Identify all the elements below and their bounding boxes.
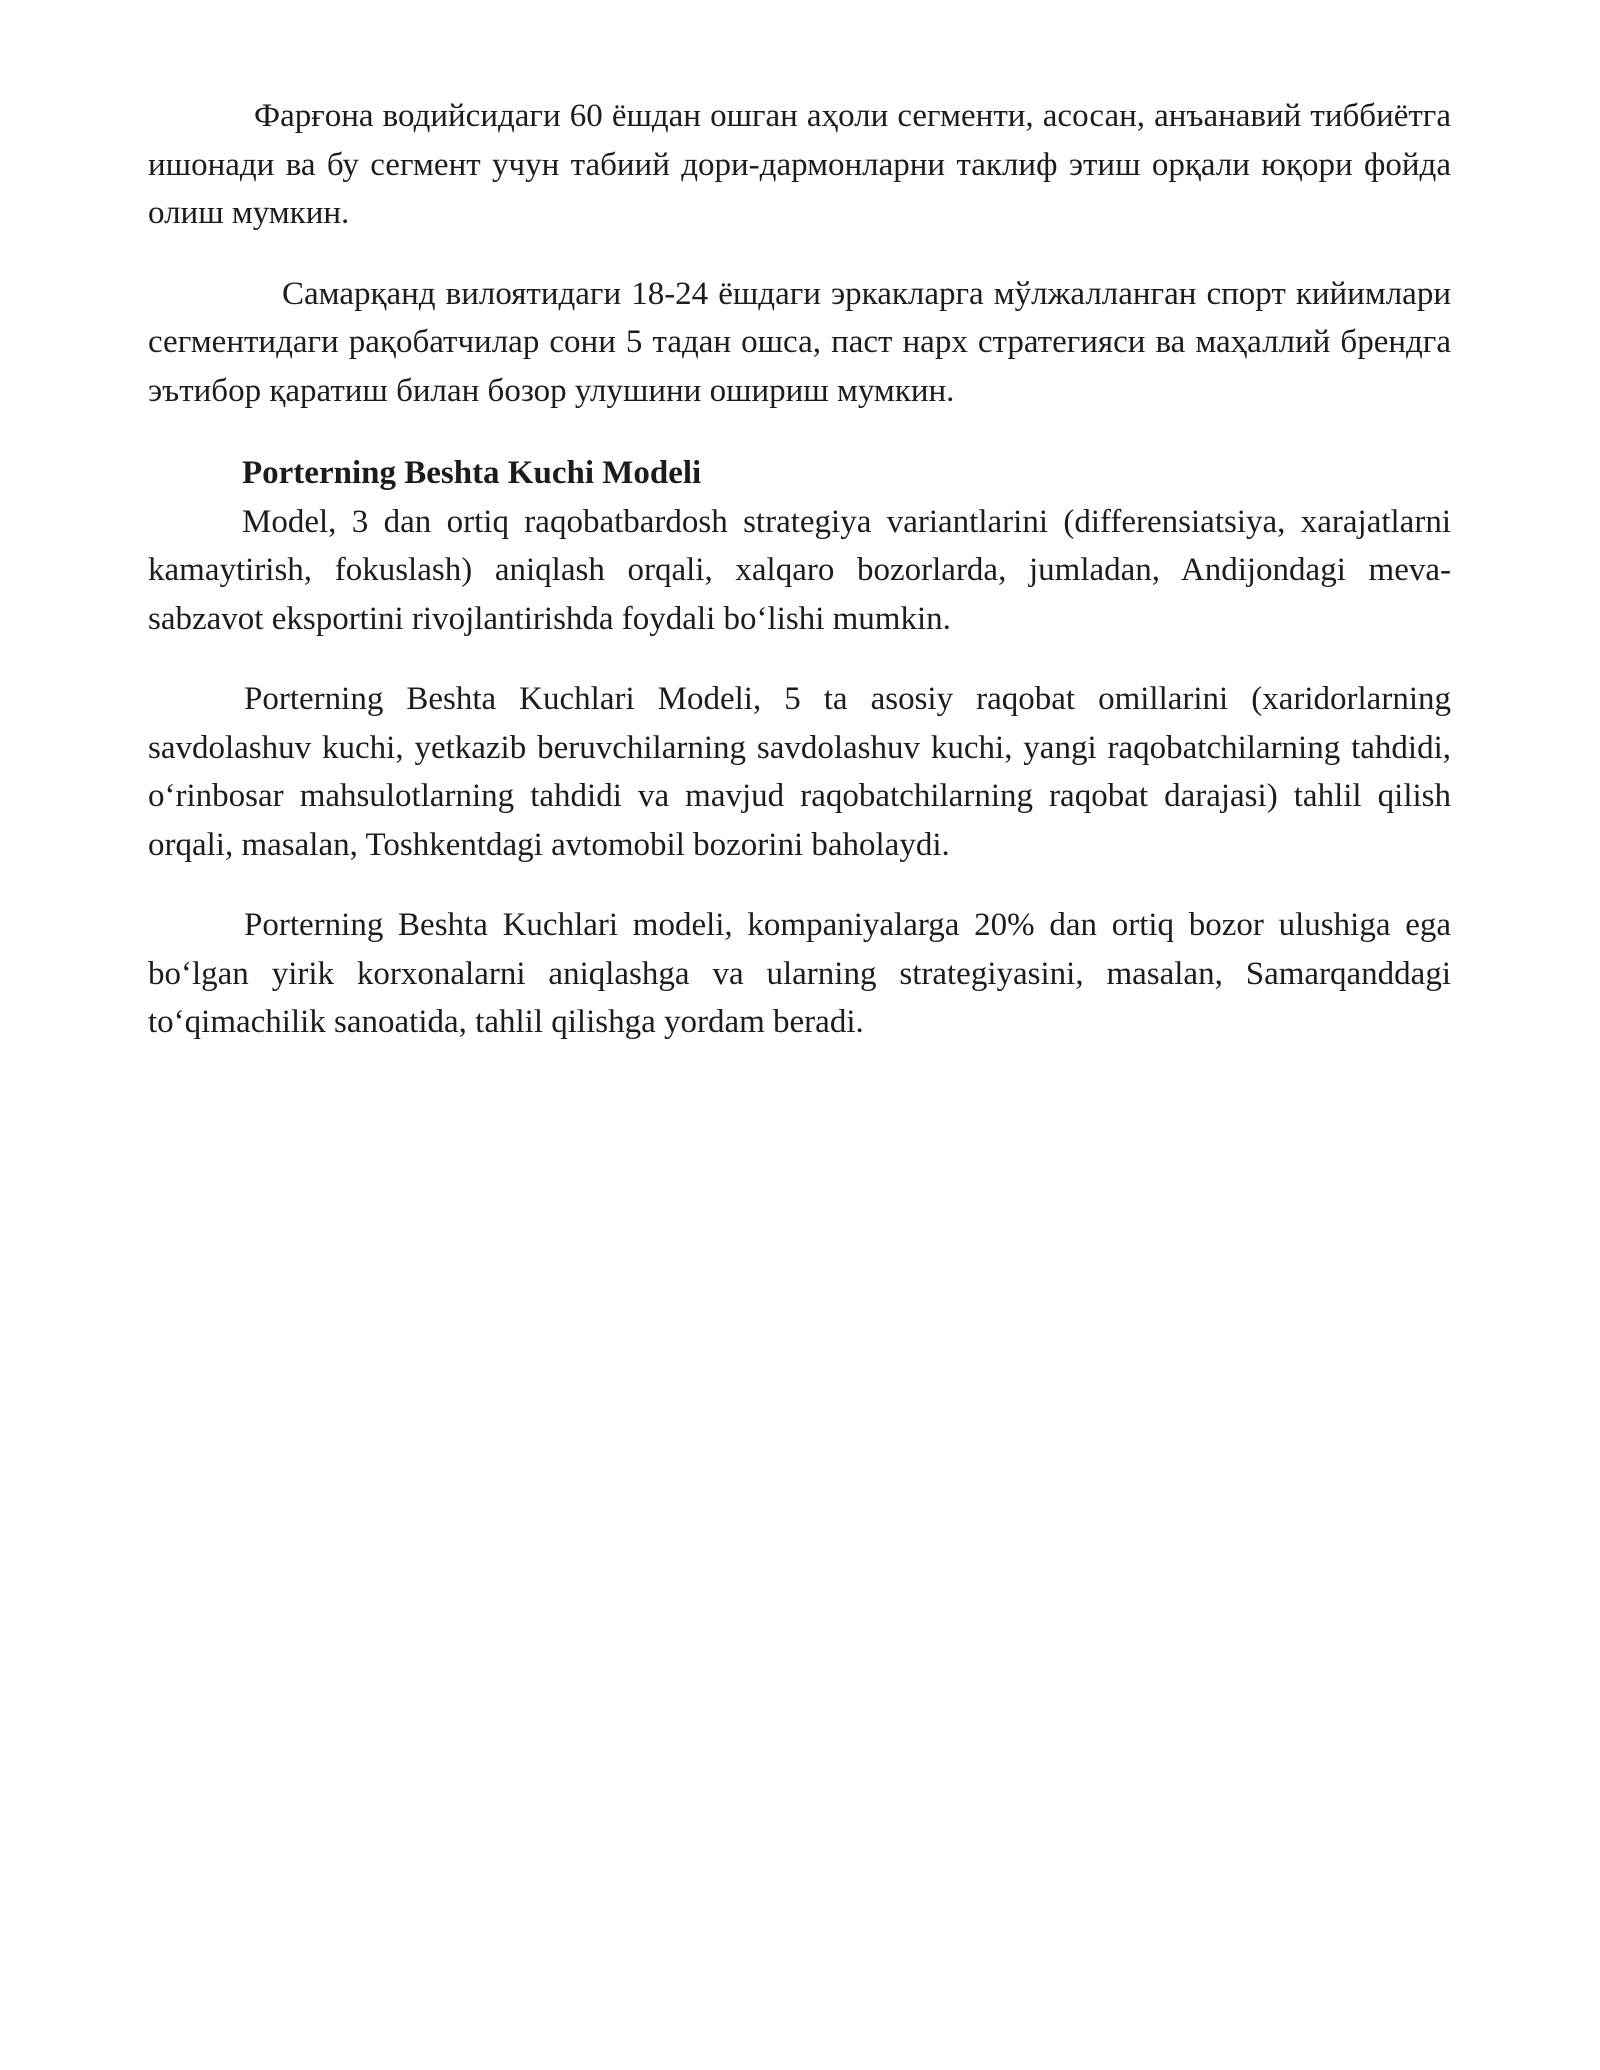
paragraph-model-strategies: Model, 3 dan ortiq raqobatbardosh strategiya variantlarini (differensiatsiya, xarajatlarni kamaytirish, fokuslash) aniqlash orqali, xalqaro bozorlarda, jumladan, Andijondagi meva-sabzavot eksportini rivojlantirishda foydali boʻlishi mumkin. — [148, 503, 1451, 637]
paragraph-fergana-segment: Фарғона водийсидаги 60 ёшдан ошган аҳоли сегменти, асосан, анъанавий тиббиётга ишонади ва бу сегмент учун табиий дори-дармонларни таклиф этиш орқали юқори фойда олиш мумкин. — [148, 98, 1451, 231]
paragraph-samarkand-segment: Самарқанд вилоятидаги 18-24 ёшдаги эркакларга мўлжалланган спорт кийимлари сегментидаги рақобатчилар сони 5 тадан ошса, паст нарх стратегияси ва маҳаллий брендга эътибор қаратиш билан бозор улушини ошириш мумкин. — [148, 275, 1451, 409]
section-heading: Porterning Beshta Kuchi Modeli — [242, 455, 702, 491]
document-body — [148, 92, 1451, 1047]
paragraph-market-share: Porterning Beshta Kuchlari modeli, kompaniyalarga 20% dan ortiq bozor ulushiga ega boʻlgan yirik korxonalarni aniqlashga va ularning strategiyasini, masalan, Samarqanddagi toʻqimachilik sanoatida, tahlil qilishga yordam beradi. — [148, 907, 1451, 1040]
paragraph-five-forces: Porterning Beshta Kuchlari Modeli, 5 ta asosiy raqobat omillarini (xaridorlarning savdolashuv kuchi, yetkazib beruvchilarning savdolashuv kuchi, yangi raqobatchilarning tahdidi, oʻrinbosar mahsulotlarning tahdidi va mavjud raqobatchilarning raqobat darajasi) tahlil qilish orqali, masalan, Toshkentdagi avtomobil bozorini baholaydi. — [148, 681, 1451, 863]
